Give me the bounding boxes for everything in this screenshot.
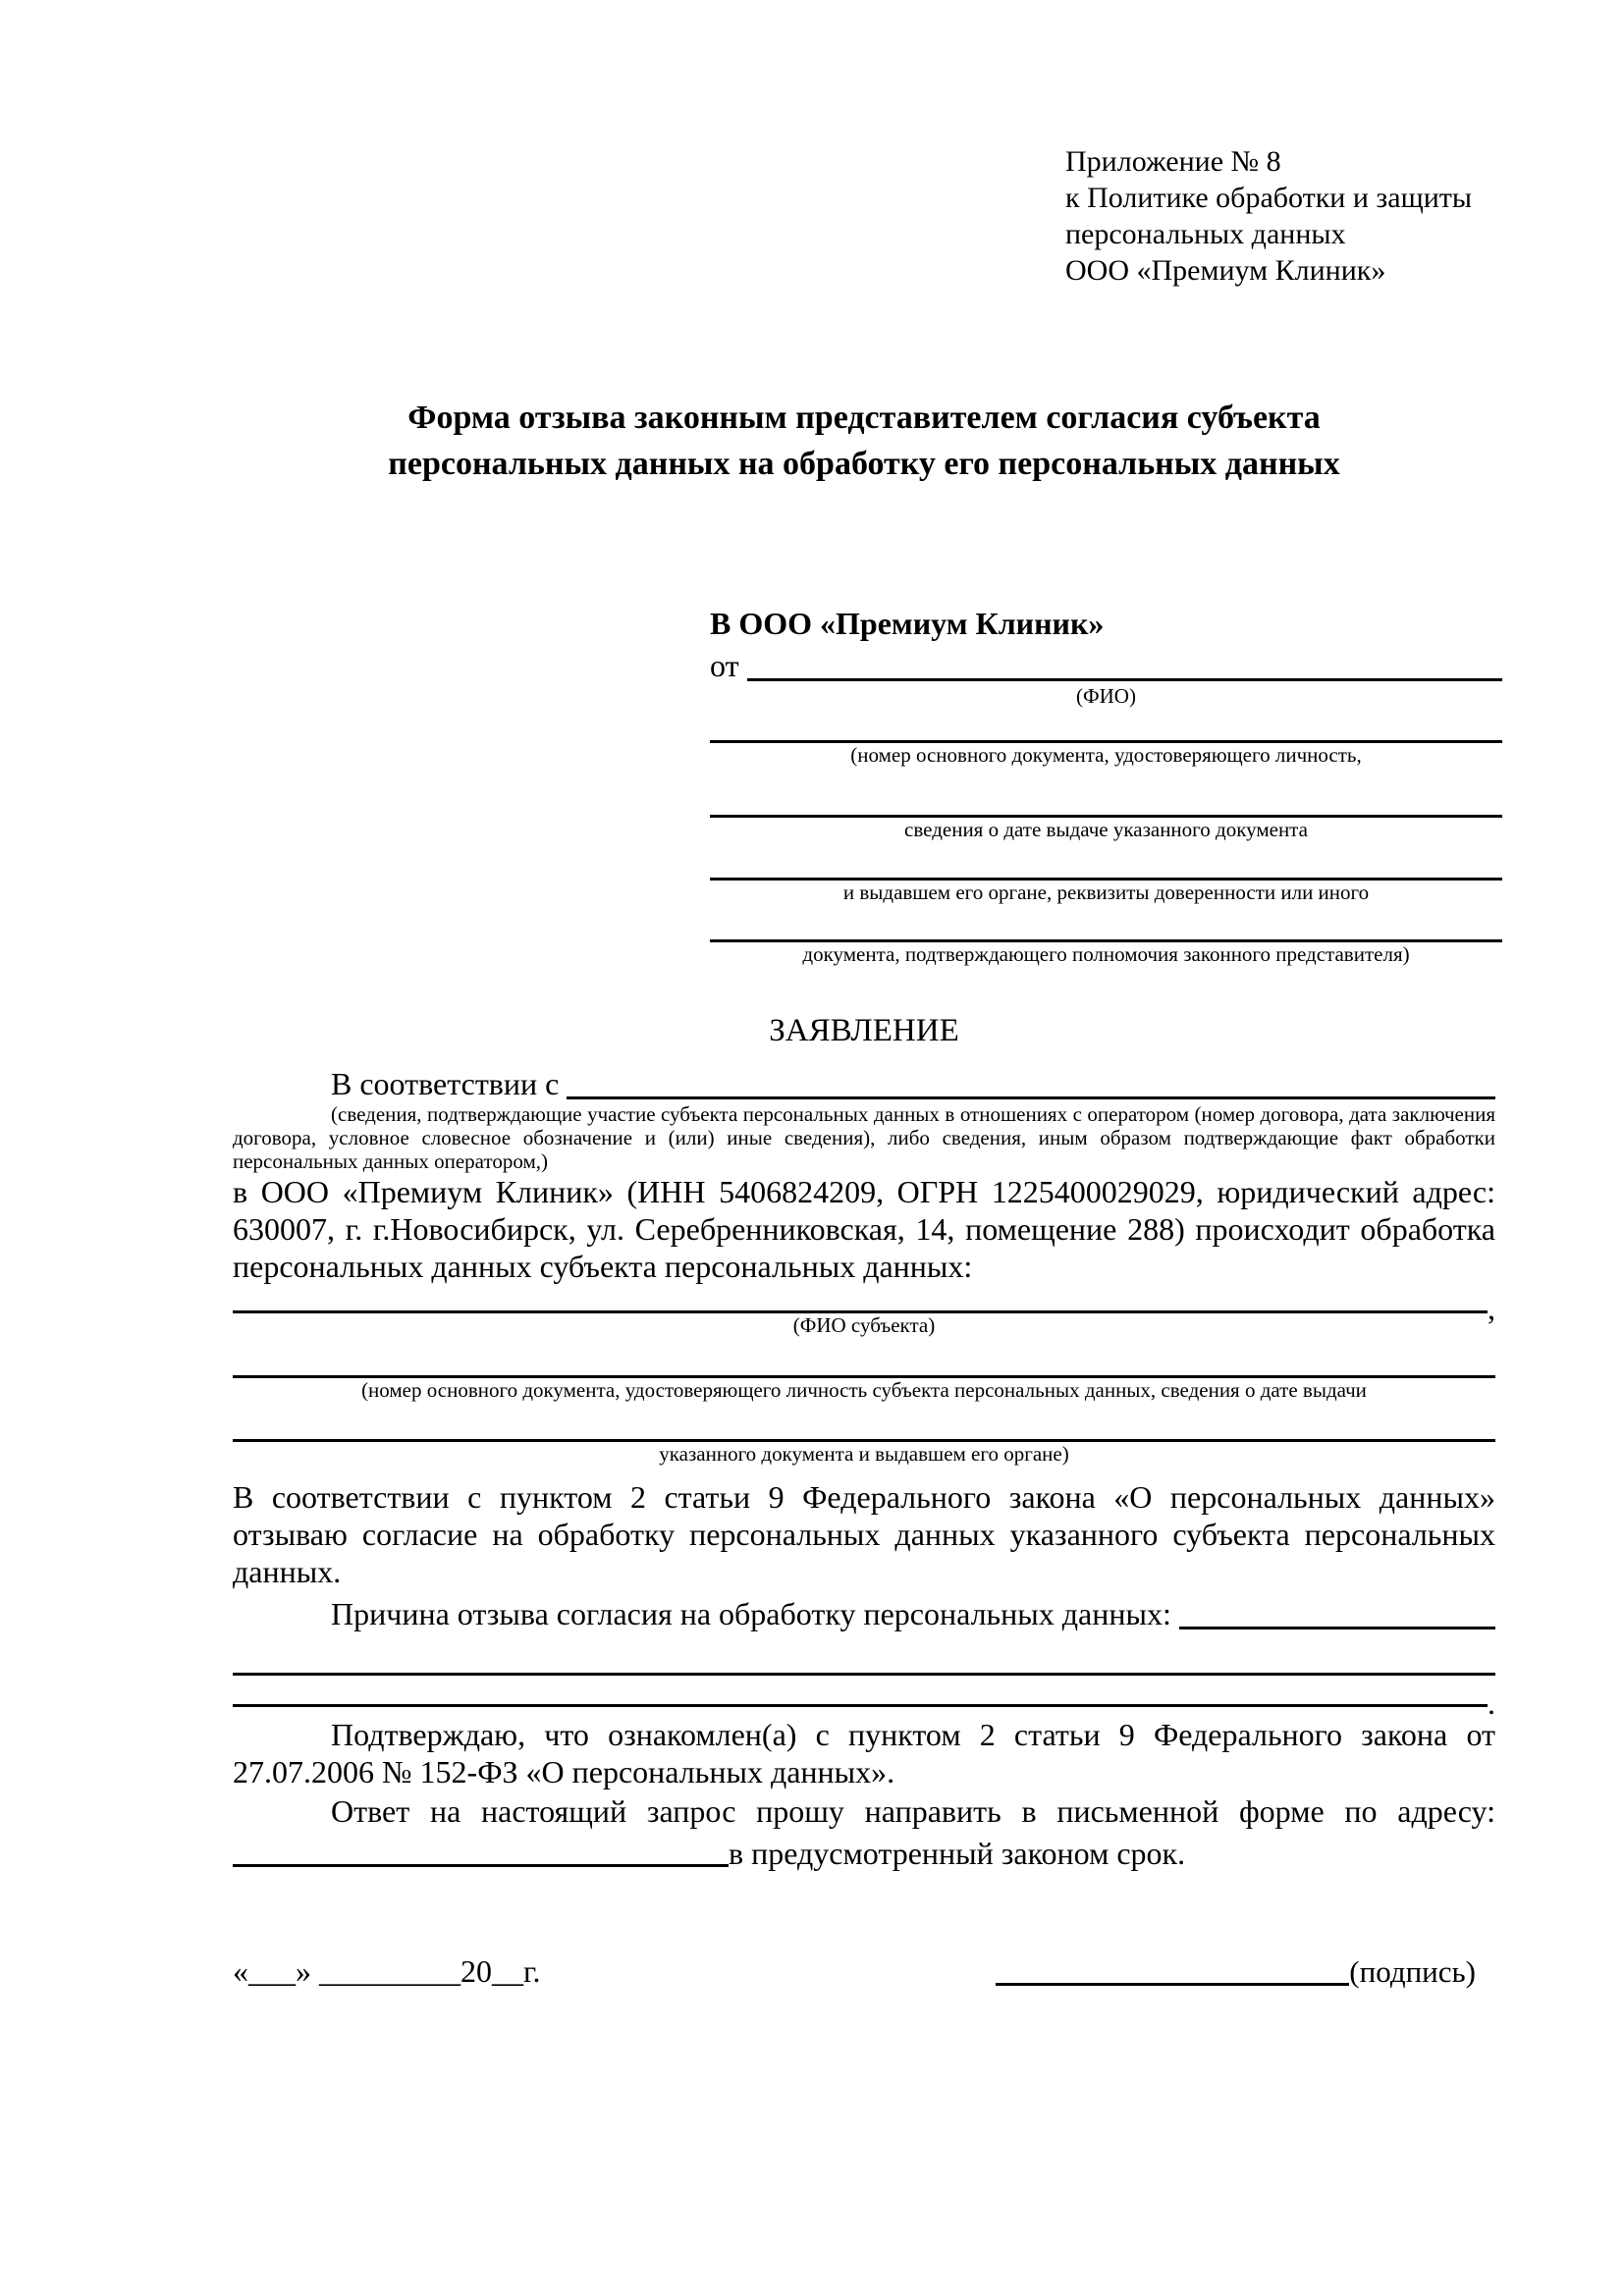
reason-label: Причина отзыва согласия на обработку персональных данных: <box>331 1596 1171 1631</box>
subject-fio-blank-line <box>233 1282 1488 1313</box>
reply-paragraph: Ответ на настоящий запрос прошу направить в письменной форме по адресу: <box>331 1793 1495 1829</box>
accordance-blank-field <box>567 1065 1495 1099</box>
trailing-period: . <box>1488 1685 1495 1721</box>
signature-caption: (подпись) <box>1349 1954 1476 1989</box>
fio-caption: (ФИО) <box>1076 684 1136 708</box>
addressee-block <box>710 605 1502 966</box>
field-caption: (номер основного документа, удостоверяющего личность, <box>850 743 1362 767</box>
signature-group <box>996 1948 1476 1991</box>
subject-fio-caption: (ФИО субъекта) <box>792 1313 936 1337</box>
signature-blank-field <box>996 1951 1349 1986</box>
appendix-line: ООО «Премиум Клиник» <box>1065 254 1386 287</box>
issue-date-blank-field <box>710 767 1502 818</box>
subject-document-caption: (номер основного документа, удостоверяющего личность субъекта персональных данных, сведения о дате выдачи <box>361 1378 1367 1402</box>
from-label: от <box>710 648 739 683</box>
reply-address-row <box>233 1830 1495 1872</box>
document-number-blank-field <box>710 708 1502 743</box>
reply-address-blank-field <box>233 1833 729 1867</box>
field-caption: и выдавшем его органе, реквизиты доверенности или иного <box>842 881 1370 904</box>
reason-blank-line-2 <box>233 1676 1495 1721</box>
document-title-line: персональных данных на обработку его персональных данных <box>388 446 1340 482</box>
document-title <box>233 395 1495 487</box>
accordance-label: В соответствии с <box>331 1066 560 1101</box>
withdraw-paragraph: В соответствии с пунктом 2 статьи 9 Федерального закона «О персональных данных» отзываю согласие на обработку персональных данных указанного субъекта персональных данных. <box>233 1479 1495 1589</box>
trailing-comma: , <box>1488 1291 1495 1326</box>
statement-body <box>233 1009 1495 1991</box>
field-caption: сведения о дате выдаче указанного документа <box>904 818 1308 841</box>
document-title-line: Форма отзыва законным представителем согласия субъекта <box>407 400 1321 436</box>
from-field-row <box>710 642 1502 684</box>
issuing-authority-blank-field <box>710 841 1502 881</box>
representative-authority-blank-field <box>710 904 1502 942</box>
appendix-line: Приложение № 8 <box>1065 145 1281 178</box>
reason-blank-line-2-bar <box>233 1673 1488 1707</box>
appendix-block <box>1065 143 1472 289</box>
date-field: «___» _________20__г. <box>233 1953 541 1989</box>
appendix-line: персональных данных <box>1065 218 1346 250</box>
from-blank-field <box>747 647 1502 681</box>
accordance-caption: (сведения, подтверждающие участие субъекта персональных данных в отношениях с оператором (номер договора, дата заключения договора, условное словесное обозначение и (или) иные сведения), либо сведения, иным образом подтверждающие факт обработки персональных данных оператором,) <box>233 1102 1495 1173</box>
subject-document-blank-field-2 <box>233 1402 1495 1442</box>
footer-row <box>233 1948 1495 1991</box>
appendix-line: к Политике обработки и защиты <box>1065 182 1473 214</box>
field-caption: документа, подтверждающего полномочия законного представителя) <box>802 942 1410 966</box>
confirm-paragraph: Подтверждаю, что ознакомлен(а) с пунктом 2 статьи 9 Федерального закона от 27.07.2006 № 152-ФЗ «О персональных данных». <box>233 1717 1495 1789</box>
subject-document-blank-field <box>233 1337 1495 1378</box>
reason-blank-field <box>1179 1595 1495 1629</box>
organization-name: В ООО «Премиум Клиник» <box>710 606 1105 641</box>
reply-tail-text: в предусмотренный законом срок. <box>729 1836 1186 1871</box>
reason-blank-line-1 <box>233 1632 1495 1676</box>
reason-row <box>233 1590 1495 1632</box>
subject-document-caption-2: указанного документа и выдавшем его органе) <box>659 1442 1069 1466</box>
statement-heading: ЗАЯВЛЕНИЕ <box>769 1013 959 1048</box>
operator-paragraph: в ООО «Премиум Клиник» (ИНН 5406824209, ОГРН 1225400029029, юридический адрес: 630007, г. г.Новосибирск, ул. Серебренниковская, 14, помещение 288) происходит обработка персональных данных субъекта персональных данных: <box>233 1174 1495 1284</box>
accordance-row <box>233 1060 1495 1102</box>
